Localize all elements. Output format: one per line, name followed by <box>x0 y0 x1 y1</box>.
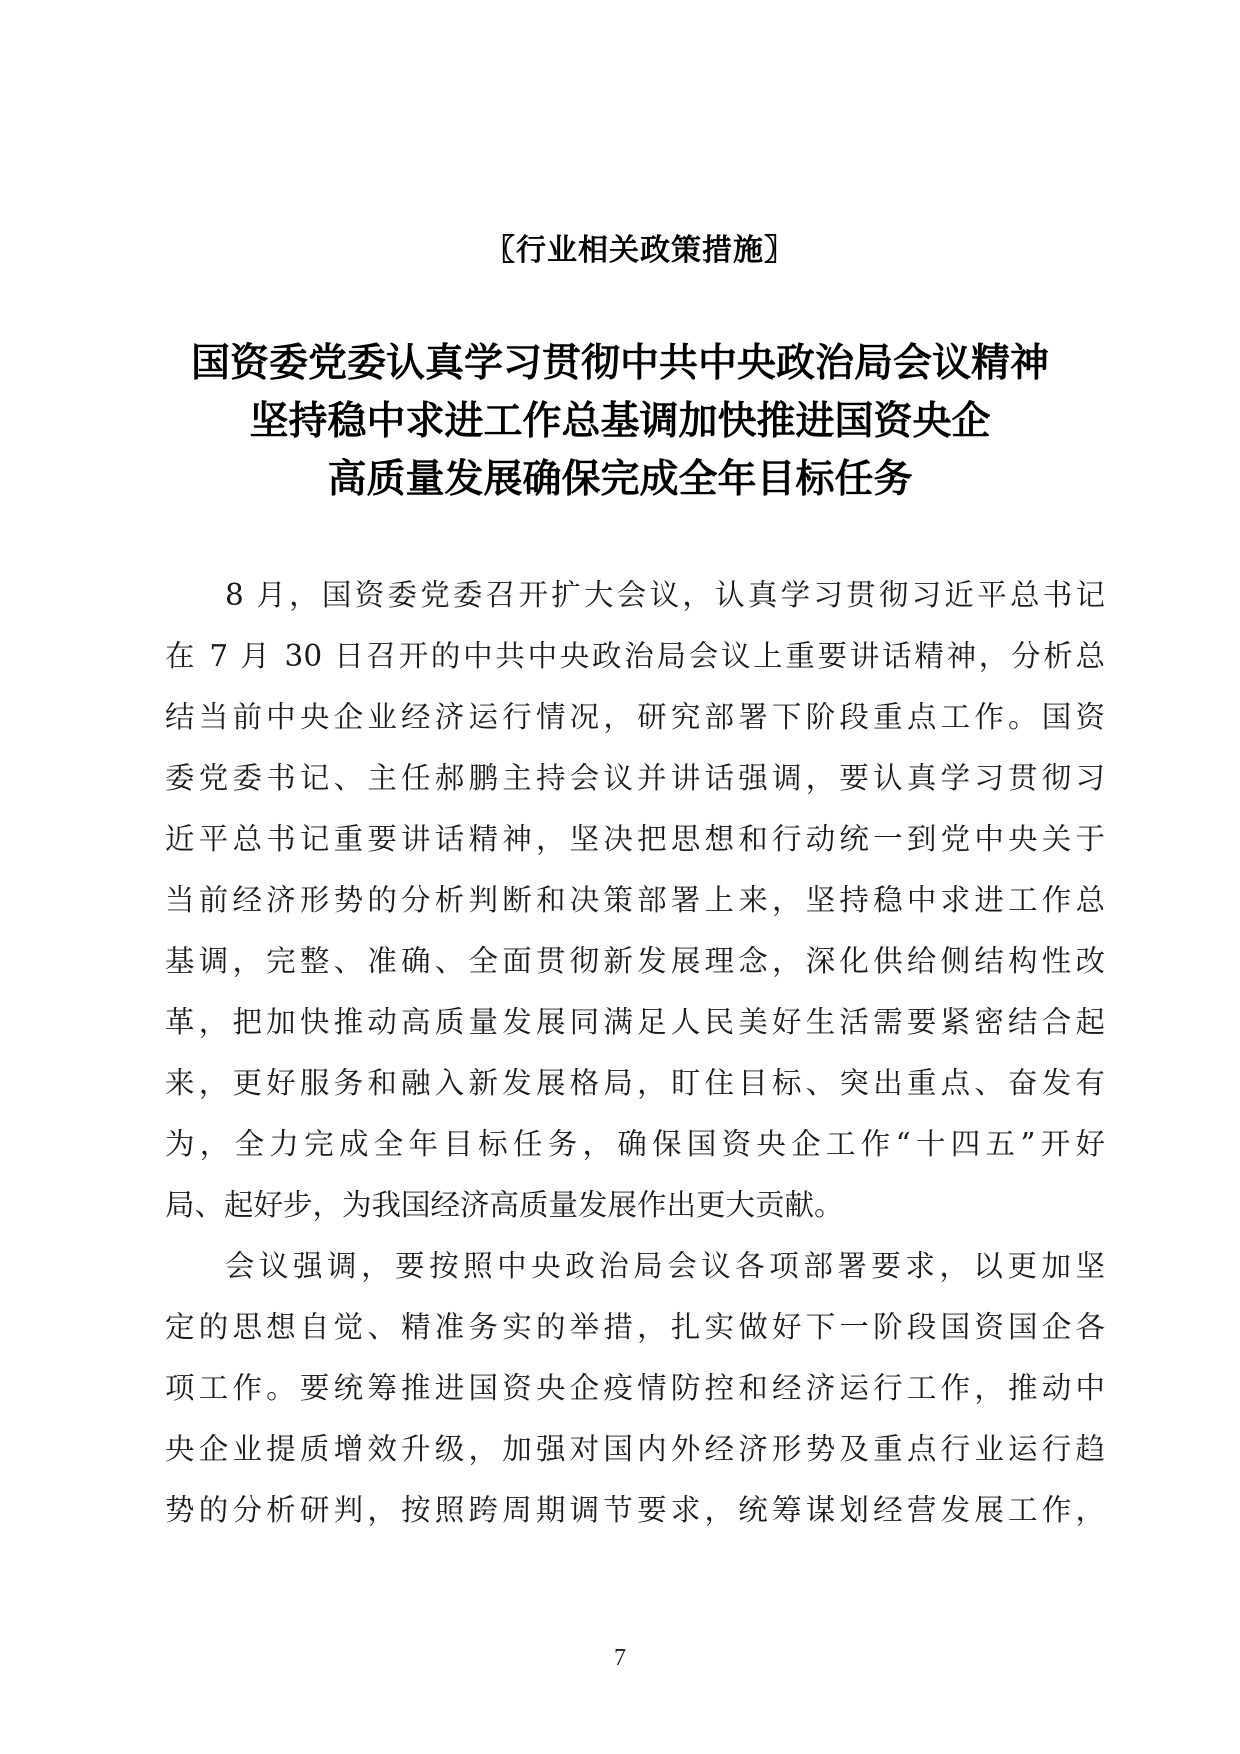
section-tag-text: 〖行业相关政策措施〗 <box>485 233 795 268</box>
paragraph-1-line: 基调，完整、准确、全面贯彻新发展理念，深化供给侧结构性改 <box>165 944 1105 978</box>
paragraph-1-line: 为，全力完成全年目标任务，确保国资央企工作“十四五”开好 <box>165 1127 1105 1161</box>
paragraph-1-line: 近平总书记重要讲话精神，坚决把思想和行动统一到党中央关于 <box>165 822 1105 856</box>
paragraph-1-line: 革，把加快推动高质量发展同满足人民美好生活需要紧密结合起 <box>165 1005 1105 1039</box>
page-number: 7 <box>614 1645 626 1671</box>
section-tag <box>0 225 1240 269</box>
paragraph-2-line: 会议强调，要按照中央政治局会议各项部署要求，以更加坚 <box>225 1249 1105 1283</box>
paragraph-1-line: 来，更好服务和融入新发展格局，盯住目标、突出重点、奋发有 <box>165 1066 1105 1100</box>
title-line: 高质量发展确保完成全年目标任务 <box>327 457 913 502</box>
paragraph-1-line: 8 月，国资委党委召开扩大会议，认真学习贯彻习近平总书记 <box>225 578 1105 612</box>
title-line: 国资委党委认真学习贯彻中共中央政治局会议精神 <box>190 341 1049 386</box>
paragraph-2-line: 项工作。要统筹推进国资央企疫情防控和经济运行工作，推动中 <box>165 1371 1105 1405</box>
paragraph-1-line: 在 7 月 30 日召开的中共中央政治局会议上重要讲话精神，分析总 <box>165 639 1105 673</box>
paragraph-2-line: 央企业提质增效升级，加强对国内外经济形势及重点行业运行趋 <box>165 1432 1105 1466</box>
paragraph-1-line: 当前经济形势的分析判断和决策部署上来，坚持稳中求进工作总 <box>165 883 1105 917</box>
paragraph-2-line: 势的分析研判，按照跨周期调节要求，统筹谋划经营发展工作， <box>165 1493 1105 1527</box>
article-body <box>165 565 1105 1541</box>
paragraph-1-line: 结当前中央企业经济运行情况，研究部署下阶段重点工作。国资 <box>165 700 1105 734</box>
paragraph-2-line: 定的思想自觉、精准务实的举措，扎实做好下一阶段国资国企各 <box>165 1310 1105 1344</box>
article-title <box>0 335 1240 509</box>
paragraph-1-line: 局、起好步，为我国经济高质量发展作出更大贡献。 <box>165 1188 844 1222</box>
paragraph-1-line: 委党委书记、主任郝鹏主持会议并讲话强调，要认真学习贯彻习 <box>165 761 1105 795</box>
title-line: 坚持稳中求进工作总基调加快推进国资央企 <box>249 399 991 444</box>
